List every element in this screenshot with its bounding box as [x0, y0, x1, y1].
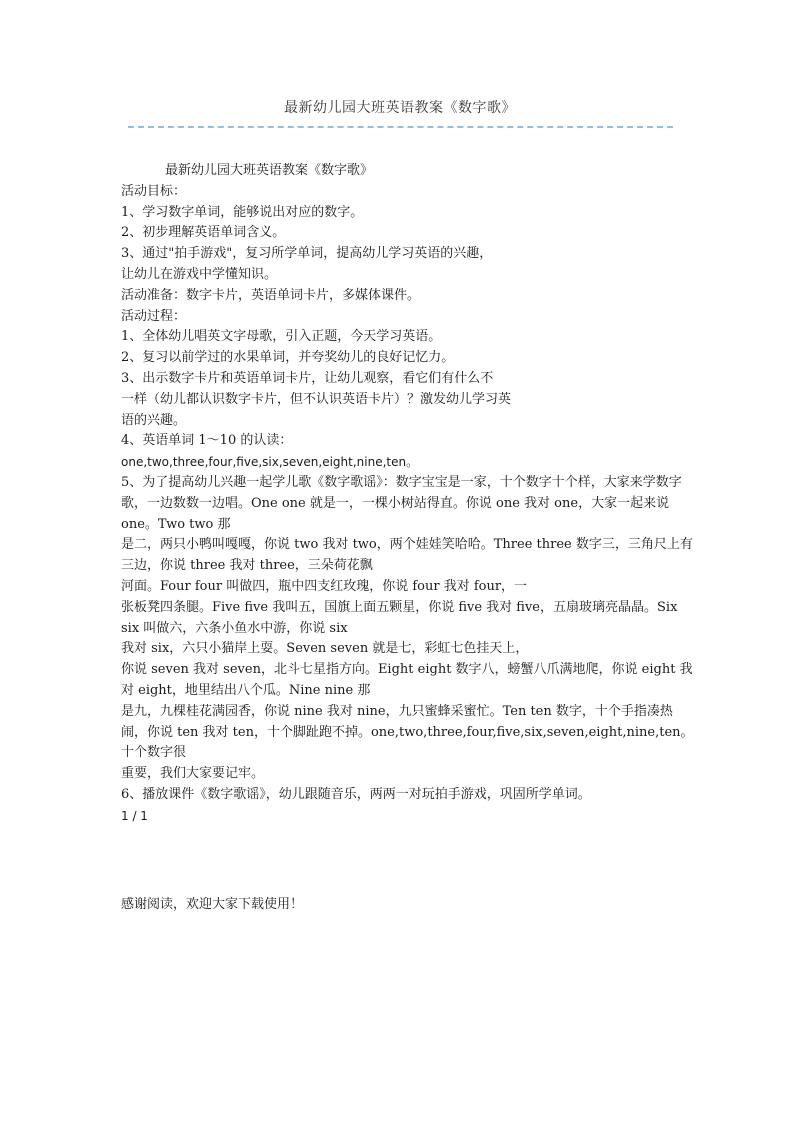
page-number: 1 / 1 — [121, 808, 148, 823]
goal-item-3-cont: 让幼儿在游戏中学懂知识。 — [121, 266, 278, 282]
process-item-1: 1、全体幼儿唱英文字母歌，引入正题，今天学习英语。 — [121, 329, 442, 345]
document-body — [121, 161, 696, 827]
goal-item-2: 2、初步理解英语单词含义。 — [121, 225, 286, 241]
process-item-3: 3、出示数字卡片和英语单词卡片，让幼儿观察，看它们有什么不 — [121, 370, 494, 386]
number-words: one,two,three,four,five,six,seven,eight,nine,ten。 — [121, 455, 419, 470]
preparation-line: 活动准备：数字卡片，英语单词卡片，多媒体课件。 — [121, 287, 421, 303]
process-item-2: 2、复习以前学过的水果单词，并夸奖幼儿的良好记忆力。 — [121, 350, 455, 366]
footer-thanks: 感谢阅读，欢迎大家下载使用！ — [121, 897, 304, 912]
section-heading-process: 活动过程： — [121, 308, 187, 324]
song-part-four: 河面。Four four 叫做四，瓶中四支红玫瑰，你说 four 我对 four，一 — [121, 578, 528, 594]
header-title: 最新幼儿园大班英语教案《数字歌》 — [284, 100, 516, 116]
song-part-two-three: 是二，两只小鸭叫嘎嘎，你说 two 我对 two，两个娃娃笑哈哈。Three three 数字三，三角尺上有三边，你说 three 我对 three，三朵荷花飘 — [121, 537, 693, 574]
song-ending: 重要，我们大家要记牢。 — [121, 766, 265, 782]
process-item-4: 4、英语单词 1～10 的认读： — [121, 433, 293, 449]
goal-item-3: 3、通过"拍手游戏"，复习所学单词，提高幼儿学习英语的兴趣， — [121, 246, 493, 262]
goal-item-1: 1、学习数字单词，能够说出对应的数字。 — [121, 204, 364, 220]
process-item-3-end: 语的兴趣。 — [121, 412, 187, 428]
body-title: 最新幼儿园大班英语教案《数字歌》 — [165, 163, 374, 178]
process-item-3-cont: 一样（幼儿都认识数字卡片，但不认识英语卡片）？激发幼儿学习英 — [121, 391, 512, 407]
song-part-seven: 我对 six，六只小猫岸上耍。Seven seven 就是七，彩虹七色挂天上， — [121, 641, 529, 657]
process-item-6: 6、播放课件《数字歌谣》，幼儿跟随音乐，两两一对玩拍手游戏，巩固所学单词。 — [121, 786, 591, 802]
section-heading-goals: 活动目标： — [121, 183, 187, 199]
song-part-nine-ten: 是九，九棵桂花满园香，你说 nine 我对 nine，九只蜜蜂采蜜忙。Ten ten 数字，十个手指凑热闹，你说 ten 我对 ten，十个脚趾跑不掉。one,two,three,four,five,six,seven,eight,nine,ten。十个数字很 — [121, 703, 694, 761]
song-part-five-six: 张板凳四条腿。Five five 我叫五，国旗上面五颗星，你说 five 我对 five，五扇玻璃亮晶晶。Six six 叫做六，六条小鱼水中游，你说 six — [121, 599, 678, 636]
header-divider — [128, 126, 673, 128]
process-item-5: 5、为了提高幼儿兴趣一起学儿歌《数字歌谣》：数字宝宝是一家，十个数字十个样，大家来学数字歌，一边数数一边唱。One one 就是一，一棵小树站得直。你说 one 我对 one，大家一起来说 one。Two two 那 — [121, 474, 682, 532]
song-part-eight: 你说 seven 我对 seven，北斗七星指方向。Eight eight 数字八，螃蟹八爪满地爬，你说 eight 我对 eight，地里结出八个瓜。Nine nine 那 — [121, 662, 693, 698]
